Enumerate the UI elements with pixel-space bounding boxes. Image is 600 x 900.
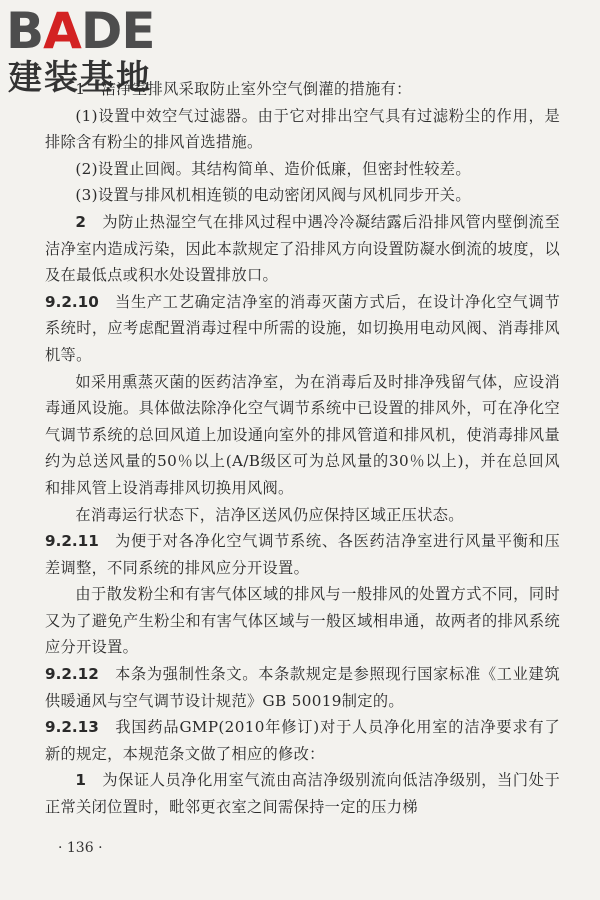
logo-subtitle: 建装基地 — [8, 58, 152, 98]
item-number: 2 — [75, 212, 87, 231]
paragraph: 在消毒运行状态下，洁净区送风仍应保持区域正压状态。 — [75, 505, 464, 524]
paragraph: 如采用熏蒸灭菌的医药洁净室，为在消毒后及时排净残留气体，应设消毒通风设施。具体做法除净化空气调节系统中已设置的排风外，可在净化空气调节系统的总回风道上加设通向室外的排风管道和排风机，使消毒排风量约为总送风量的50％以上(A/B级区可为总风量的30％以上)，并在总回风和排风管上设消毒排风切换用风阀。 — [45, 372, 560, 497]
clause-number: 9.2.11 — [45, 532, 99, 551]
paragraph: (3)设置与排风机相连锁的电动密闭风阀与风机同步开关。 — [75, 186, 471, 205]
body-text — [45, 76, 560, 821]
paragraph: 1 洁净室排风采取防止室外空气倒灌的措施有： — [75, 80, 412, 98]
paragraph: (2)设置止回阀。其结构简单、造价低廉，但密封性较差。 — [75, 159, 471, 178]
clause-number: 9.2.10 — [45, 292, 99, 311]
paragraph: (1)设置中效空气过滤器。由于它对排出空气具有过滤粉尘的作用，是排除含有粉尘的排风首选措施。 — [45, 106, 560, 152]
paragraph: 1 为保证人员净化用室气流由高洁净级别流向低洁净级别，当门处于正常关闭位置时，毗邻更衣室之间需保持一定的压力梯 — [45, 771, 560, 817]
logo-brand: BADE — [6, 2, 155, 60]
clause-number: 9.2.12 — [45, 665, 99, 684]
clause-paragraph: 9.2.13 我国药品GMP(2010年修订)对于人员净化用室的洁净要求有了新的规定，本规范条文做了相应的修改： — [45, 718, 560, 763]
clause-paragraph: 9.2.11 为便于对各净化空气调节系统、各医药洁净室进行风量平衡和压差调整，不同系统的排风应分开设置。 — [45, 532, 560, 577]
item-number: 1 — [75, 771, 87, 790]
paragraph: 由于散发粉尘和有害气体区域的排风与一般排风的处置方式不同，同时又为了避免产生粉尘和有害气体区域与一般区域相串通，故两者的排风系统应分开设置。 — [45, 585, 560, 657]
page-number: · 136 · — [58, 840, 103, 856]
clause-paragraph: 9.2.10 当生产工艺确定洁净室的消毒灭菌方式后，在设计净化空气调节系统时，应考虑配置消毒过程中所需的设施，如切换用电动风阀、消毒排风机等。 — [45, 292, 560, 364]
clause-number: 9.2.13 — [45, 718, 99, 737]
clause-paragraph: 9.2.12 本条为强制性条文。本条款规定是参照现行国家标准《工业建筑供暖通风与空气调节设计规范》GB 50019制定的。 — [45, 665, 560, 710]
paragraph: 2 为防止热湿空气在排风过程中遇冷冷凝结露后沿排风管内壁倒流至洁净室内造成污染，因此本款规定了沿排风方向设置防凝水倒流的坡度，以及在最低点或积水处设置排放口。 — [45, 212, 560, 285]
